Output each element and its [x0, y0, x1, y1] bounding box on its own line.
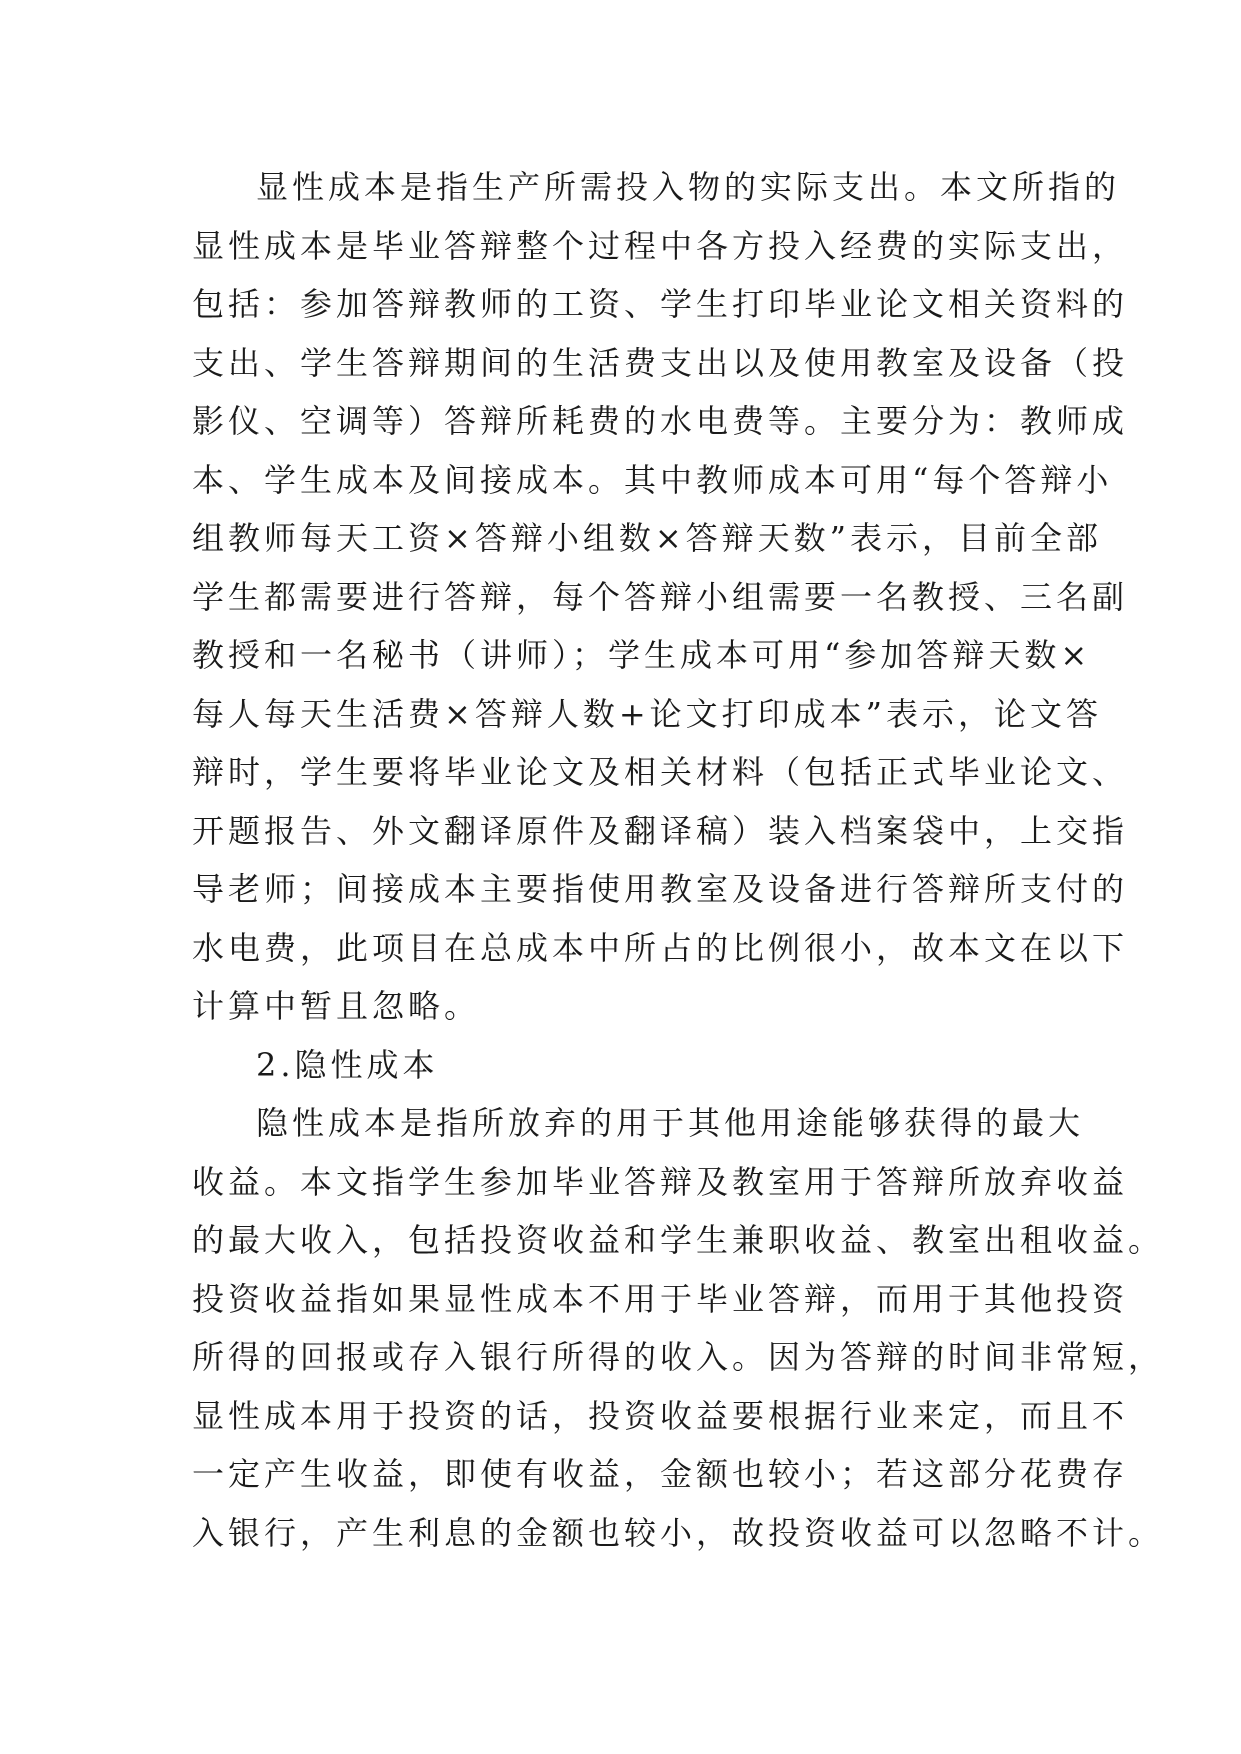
paragraph-line: 显性成本是毕业答辩整个过程中各方投入经费的实际支出， [192, 226, 1129, 265]
paragraph-line: 导老师；间接成本主要指使用教室及设备进行答辩所支付的 [192, 870, 1129, 908]
section-heading: 2.隐性成本 [256, 1045, 439, 1084]
paragraph-line: 辩时，学生要将毕业论文及相关材料（包括正式毕业论文、 [192, 753, 1129, 791]
paragraph-line: 教授和一名秘书（讲师）；学生成本可用“参加答辩天数× [192, 636, 1092, 674]
paragraph-line: 支出、学生答辩期间的生活费支出以及使用教室及设备（投 [192, 343, 1129, 382]
paragraph-line: 水电费，此项目在总成本中所占的比例很小，故本文在以下 [192, 928, 1129, 967]
paragraph-line: 显性成本用于投资的话，投资收益要根据行业来定，而且不 [192, 1396, 1129, 1435]
paragraph-line: 隐性成本是指所放弃的用于其他用途能够获得的最大 [256, 1104, 1085, 1142]
paragraph-line: 组教师每天工资×答辩小组数×答辩天数”表示，目前全部 [192, 519, 1102, 557]
paragraph-line: 一定产生收益，即使有收益，金额也较小；若这部分花费存 [192, 1455, 1129, 1493]
paragraph-line: 开题报告、外文翻译原件及翻译稿）装入档案袋中，上交指 [192, 811, 1129, 850]
paragraph-line: 包括：参加答辩教师的工资、学生打印毕业论文相关资料的 [192, 285, 1129, 323]
paragraph-line: 入银行，产生利息的金额也较小，故投资收益可以忽略不计。 [192, 1513, 1165, 1552]
paragraph-line: 每人每天生活费×答辩人数+论文打印成本”表示，论文答 [192, 694, 1102, 733]
paragraph-line: 的最大收入，包括投资收益和学生兼职收益、教室出租收益。 [192, 1221, 1165, 1259]
paragraph-line: 影仪、空调等）答辩所耗费的水电费等。主要分为：教师成 [192, 402, 1129, 440]
paragraph-line: 显性成本是指生产所需投入物的实际支出。本文所指的 [256, 168, 1121, 206]
body-text [192, 158, 1165, 1562]
paragraph-line: 计算中暂且忽略。 [192, 987, 481, 1025]
paragraph-line: 投资收益指如果显性成本不用于毕业答辩，而用于其他投资 [192, 1279, 1129, 1318]
paragraph-line: 学生都需要进行答辩，每个答辩小组需要一名教授、三名副 [192, 577, 1129, 616]
paragraph-line: 所得的回报或存入银行所得的收入。因为答辩的时间非常短， [192, 1338, 1165, 1376]
paragraph-line: 收益。本文指学生参加毕业答辩及教室用于答辩所放弃收益 [192, 1162, 1129, 1201]
paragraph-line: 本、学生成本及间接成本。其中教师成本可用“每个答辩小 [192, 460, 1113, 499]
